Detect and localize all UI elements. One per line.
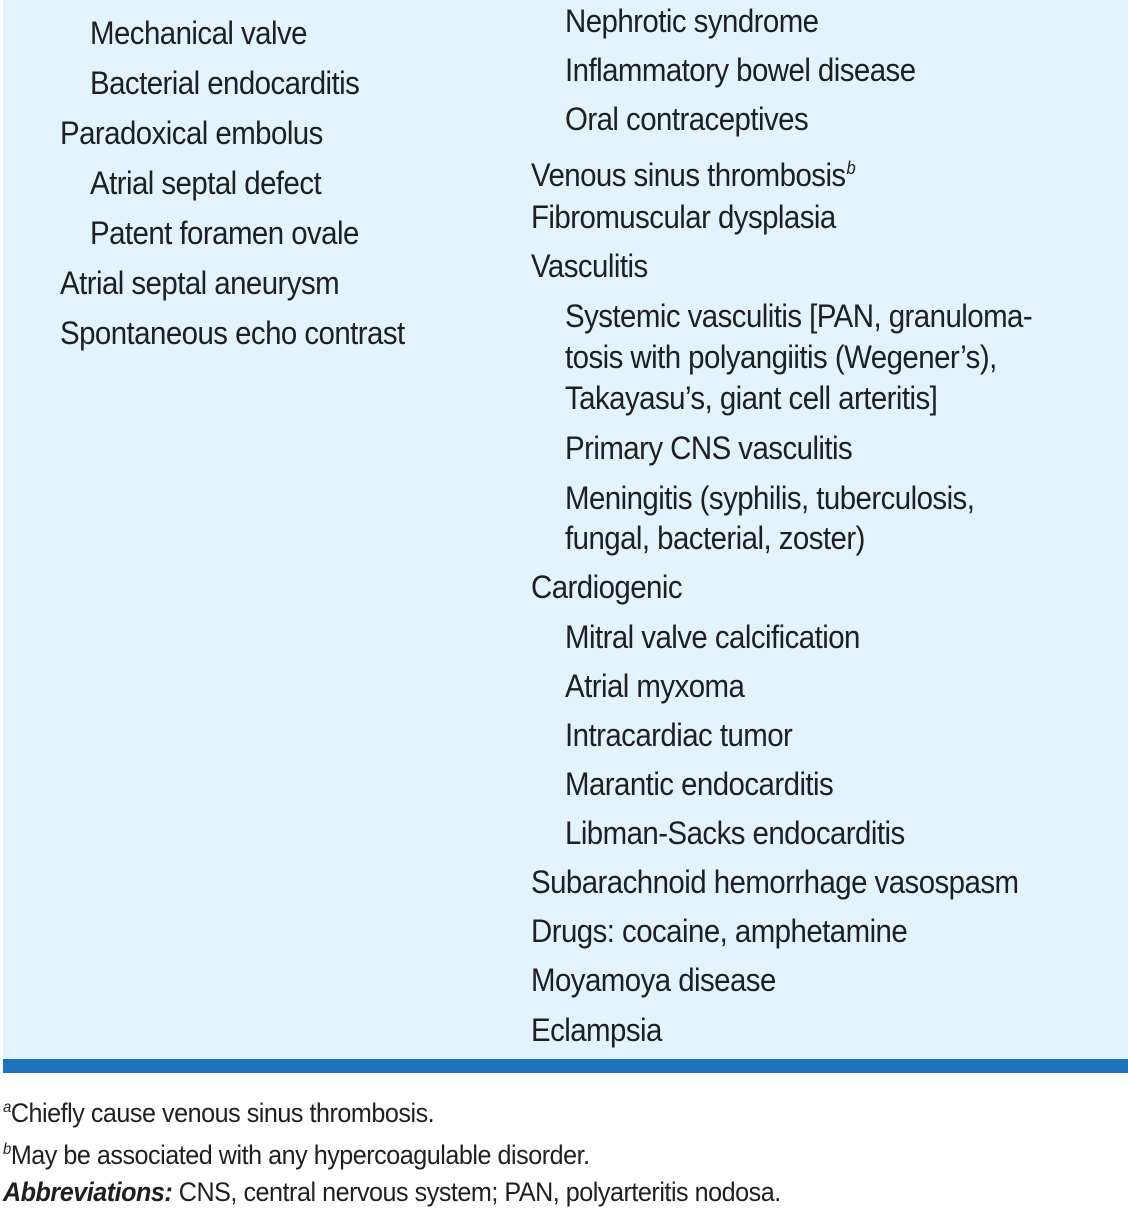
list-item: Vasculitis xyxy=(531,248,648,284)
footnote-marker: b xyxy=(846,158,856,178)
list-item: Patent foramen ovale xyxy=(90,215,359,251)
footnote-marker: b xyxy=(3,1141,11,1158)
list-item: Mitral valve calcification xyxy=(565,619,860,655)
list-item: Eclampsia xyxy=(531,1012,662,1048)
abbreviations-text: CNS, central nervous system; PAN, polyarteritis nodosa. xyxy=(172,1177,781,1207)
list-item: Nephrotic syndrome xyxy=(565,3,819,39)
footnote-text: May be associated with any hypercoagulable disorder. xyxy=(10,1140,590,1170)
list-item: Mechanical valve xyxy=(90,15,307,51)
list-item: Systemic vasculitis [PAN, granuloma- xyxy=(565,298,1033,334)
footnote-text: Chiefly cause venous sinus thrombosis. xyxy=(10,1098,435,1128)
list-item: Libman-Sacks endocarditis xyxy=(565,815,905,851)
list-item: Atrial septal aneurysm xyxy=(60,265,340,301)
list-item: Fibromuscular dysplasia xyxy=(531,199,836,235)
list-item: Subarachnoid hemorrhage vasospasm xyxy=(531,864,1019,900)
footnote-marker: a xyxy=(3,1099,11,1116)
list-item: fungal, bacterial, zoster) xyxy=(565,520,865,556)
list-item: Spontaneous echo contrast xyxy=(60,315,405,351)
table-body xyxy=(3,0,1128,1059)
list-item: Atrial myxoma xyxy=(565,668,745,704)
list-item: Primary CNS vasculitis xyxy=(565,430,853,466)
list-item: Atrial septal defect xyxy=(90,165,322,201)
list-item: Paradoxical embolus xyxy=(60,115,323,151)
venous-sinus-label: Venous sinus thrombosis xyxy=(531,157,846,193)
list-item: Meningitis (syphilis, tuberculosis, xyxy=(565,480,975,516)
abbreviations-label: Abbreviations: xyxy=(3,1177,173,1207)
list-item: Marantic endocarditis xyxy=(565,766,834,802)
list-item: tosis with polyangiitis (Wegener’s), xyxy=(565,339,997,375)
table-bottom-rule xyxy=(3,1059,1128,1073)
list-item: Cardiogenic xyxy=(531,569,683,605)
footnote-a xyxy=(3,1091,434,1130)
abbreviations-note xyxy=(3,1175,781,1209)
list-item: Intracardiac tumor xyxy=(565,717,793,753)
list-item: Inflammatory bowel disease xyxy=(565,52,916,88)
list-item: Bacterial endocarditis xyxy=(90,65,360,101)
list-item: Moyamoya disease xyxy=(531,962,776,998)
footnote-b xyxy=(3,1133,590,1172)
list-item: Takayasu’s, giant cell arteritis] xyxy=(565,380,938,416)
list-item: Drugs: cocaine, amphetamine xyxy=(531,913,908,949)
list-item: Oral contraceptives xyxy=(565,101,809,137)
list-item xyxy=(531,148,855,195)
